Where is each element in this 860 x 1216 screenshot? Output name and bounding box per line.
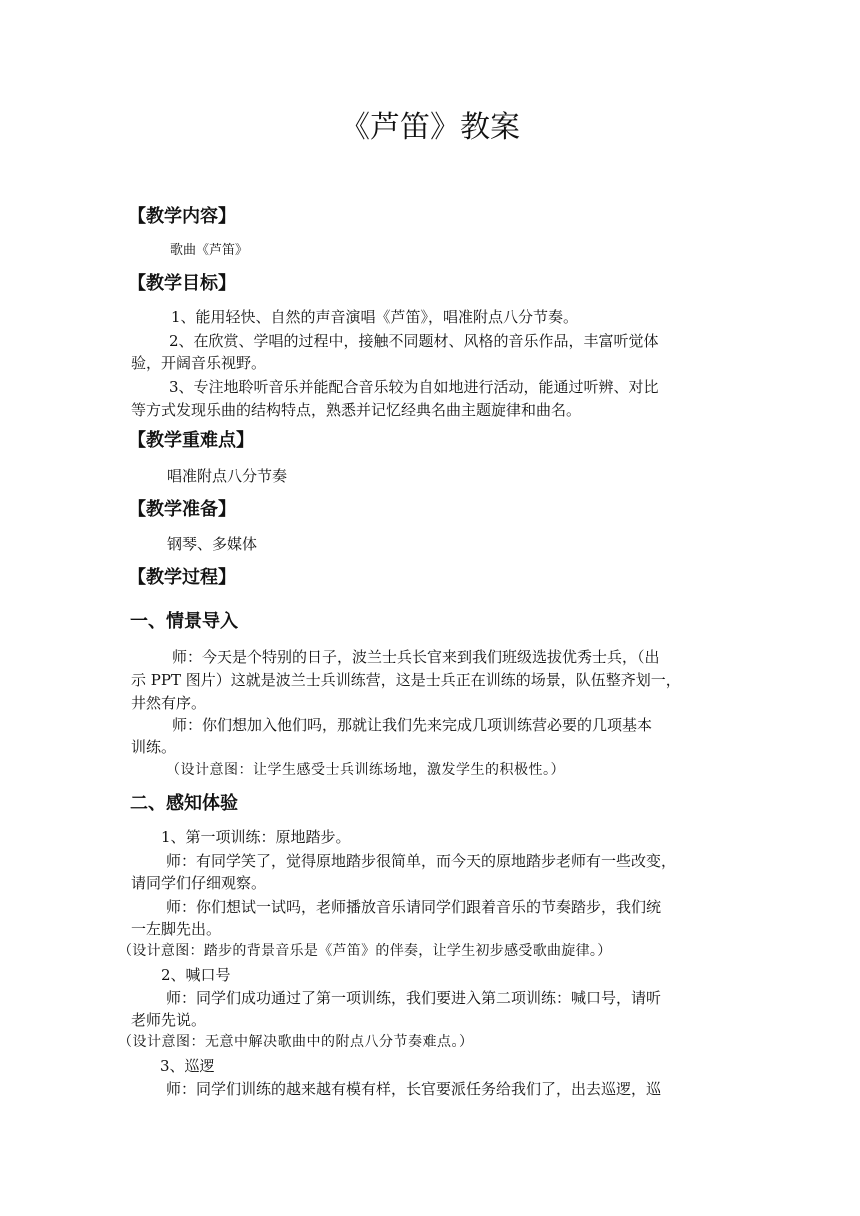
step-1-para-1-line-2: 请同学们仔细观察。 [131,874,267,892]
step-1-para-1-line-1: 师：有同学笑了，觉得原地踏步很简单，而今天的原地踏步老师有一些改变， [166,852,677,870]
step-1-para-2-line-2: 一左脚先出。 [131,920,222,938]
step-3-para-line-1: 师：同学们训练的越来越有模有样，长官要派任务给我们了，出去巡逻，巡 [166,1080,662,1098]
step-2-design-note: （设计意图：无意中解决歌曲中的附点八分节奏难点。） [118,1034,474,1050]
part-1-para-2-line-1: 师：你们想加入他们吗，那就让我们先来完成几项训练营必要的几项基本 [172,716,653,734]
step-1-para-2-line-1: 师：你们想试一试吗，老师播放音乐请同学们跟着音乐的节奏踏步，我们统 [166,898,662,916]
document-title: 《芦笛》教案 [340,110,520,145]
step-2-para-line-2: 老师先说。 [131,1011,207,1029]
key-points-text: 唱准附点八分节奏 [167,467,288,485]
heading-part-1: 一、情景导入 [130,611,238,632]
step-1-title: 1、第一项训练：原地踏步。 [161,828,351,846]
heading-teaching-goals: 【教学目标】 [128,273,236,294]
goal-3-line-2: 等方式发现乐曲的结构特点，熟悉并记忆经典名曲主题旋律和曲名。 [131,401,582,419]
heading-teaching-content: 【教学内容】 [128,206,236,227]
goal-1: 1、能用轻快、自然的声音演唱《芦笛》，唱准附点八分节奏。 [171,308,579,326]
heading-teaching-process: 【教学过程】 [128,567,236,588]
goal-2-line-2: 验，开阔音乐视野。 [131,354,267,372]
step-2-para-line-1: 师：同学们成功通过了第一项训练，我们要进入第二项训练：喊口号，请听 [166,989,662,1007]
step-3-title: 3、巡逻 [160,1057,215,1075]
part-1-para-1-line-1: 师：今天是个特别的日子，波兰士兵长官来到我们班级选拔优秀士兵，（出 [172,648,660,666]
step-1-design-note: （设计意图：踏步的背景音乐是《芦笛》的伴奏，让学生初步感受歌曲旋律。） [118,943,612,959]
step-2-title: 2、喊口号 [161,966,231,984]
heading-preparation: 【教学准备】 [128,499,236,520]
preparation-text: 钢琴、多媒体 [167,535,258,553]
goal-3-line-1: 3、专注地聆听音乐并能配合音乐较为自如地进行活动，能通过听辨、对比 [169,378,659,396]
teaching-content-text: 歌曲《芦笛》 [170,243,249,258]
heading-key-points: 【教学重难点】 [128,430,254,451]
part-1-para-1-line-3: 井然有序。 [131,694,207,712]
part-1-para-2-line-2: 训练。 [131,738,177,756]
goal-2-line-1: 2、在欣赏、学唱的过程中，接触不同题材、风格的音乐作品，丰富听觉体 [169,332,659,350]
part-1-design-note: （设计意图：让学生感受士兵训练场地，激发学生的积极性。） [166,762,565,778]
heading-part-2: 二、感知体验 [130,793,238,814]
part-1-para-1-line-2: 示 PPT 图片）这就是波兰士兵训练营，这是士兵正在训练的场景，队伍整齐划一， [131,671,681,689]
